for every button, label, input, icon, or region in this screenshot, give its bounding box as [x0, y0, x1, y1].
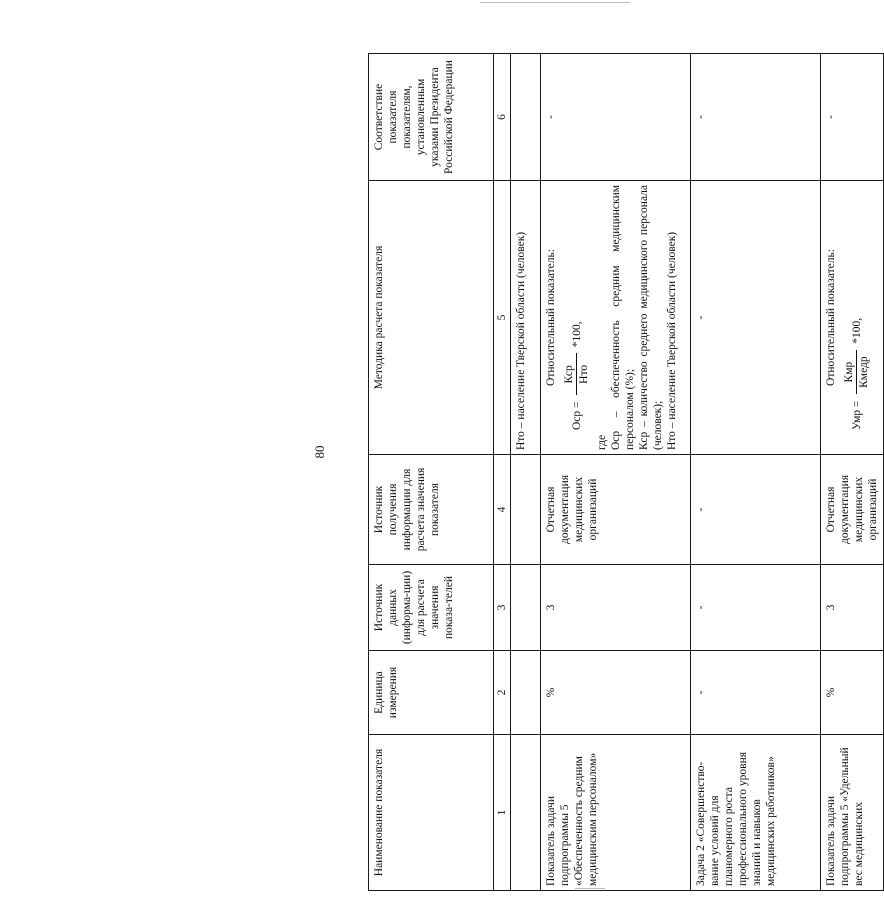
cell-compliance: - [691, 54, 821, 181]
formula-lhs: Умр = [850, 400, 863, 430]
cell-name: Показатель задачи подпрограммы 5 «Удельный вес медицинских [821, 735, 884, 891]
definition: Кср – количество среднего медицинского персонала (человек); [638, 185, 665, 450]
header-unit: Единица измерения [369, 651, 494, 735]
cell-compliance: - [541, 54, 691, 181]
cell-source-data: 3 [541, 565, 691, 651]
cell-source-info [511, 455, 541, 565]
method-intro: Относительный показатель: [825, 249, 838, 386]
table-row [691, 54, 821, 891]
header-name: Наименование показателя [369, 735, 494, 891]
cell-method [541, 181, 691, 455]
definition: Оср – обеспеченность средним медицинским персоналом (%); [610, 185, 637, 450]
cell-compliance: - [821, 54, 884, 181]
table-row [821, 54, 884, 891]
cell-name: Показатель задачи подпрограммы 5 «Обеспеченность средним медицинским персоналом» [541, 735, 691, 891]
formula-denominator: Нто [578, 364, 591, 384]
definition: Нто – население Тверской области (человек) [666, 231, 679, 450]
indicator-table [368, 53, 884, 891]
cell-source-info: Отчетная документация медицинских организаций [821, 455, 884, 565]
cell-source-data: - [691, 565, 821, 651]
formula-fraction [562, 353, 591, 395]
column-number: 3 [494, 565, 511, 651]
cell-source-data: 3 [821, 565, 884, 651]
page-number: 80 [312, 445, 327, 459]
cell-unit: % [821, 651, 884, 735]
table-row [541, 54, 691, 891]
header-compliance: Соответствие показателя показателям, установленным указами Президента Российской Федерации [369, 54, 494, 181]
cell-method: - [691, 181, 821, 455]
formula-lhs: Оср = [570, 401, 583, 430]
formula-fraction [842, 350, 871, 395]
column-number: 2 [494, 651, 511, 735]
formula-tail: *100, [850, 317, 863, 344]
cell-method [821, 181, 884, 455]
formula-numerator: Кср [562, 353, 577, 395]
cell-method: Нто – население Тверской области (человек) [511, 181, 541, 455]
cell-unit [511, 651, 541, 735]
column-number: 6 [494, 54, 511, 181]
cell-name: Задача 2 «Совершенство-вание условий для планомерного роста профессионального уровня знаний и навыков медицинских работников» [691, 735, 821, 891]
cell-compliance [511, 54, 541, 181]
cell-source-info: - [691, 455, 821, 565]
formula [562, 185, 591, 430]
where-label: где [596, 434, 609, 450]
table-row [511, 54, 541, 891]
formula [842, 185, 871, 430]
column-number: 1 [494, 735, 511, 891]
cell-source-info: Отчетная документация медицинских организаций [541, 455, 691, 565]
header-method: Методика расчета показателя [369, 181, 494, 455]
column-number: 4 [494, 455, 511, 565]
method-intro: Относительный показатель: [545, 249, 558, 386]
column-number-row [494, 54, 511, 891]
header-source-info: Источник получения информации для расчета значения показателя [369, 455, 494, 565]
scan-artifact-top [480, 2, 630, 3]
cell-unit: - [691, 651, 821, 735]
formula-denominator: Кмедр [858, 356, 871, 388]
column-number: 5 [494, 181, 511, 455]
cell-name [511, 735, 541, 891]
header-source-data: Источник данных (информа-ции) для расчета значения показа-телей [369, 565, 494, 651]
formula-numerator: Кмр [842, 350, 857, 395]
indicator-table-rotated [368, 54, 880, 891]
cell-unit: % [541, 651, 691, 735]
formula-tail: *100, [570, 321, 583, 348]
cell-source-data [511, 565, 541, 651]
header-row [369, 54, 494, 891]
